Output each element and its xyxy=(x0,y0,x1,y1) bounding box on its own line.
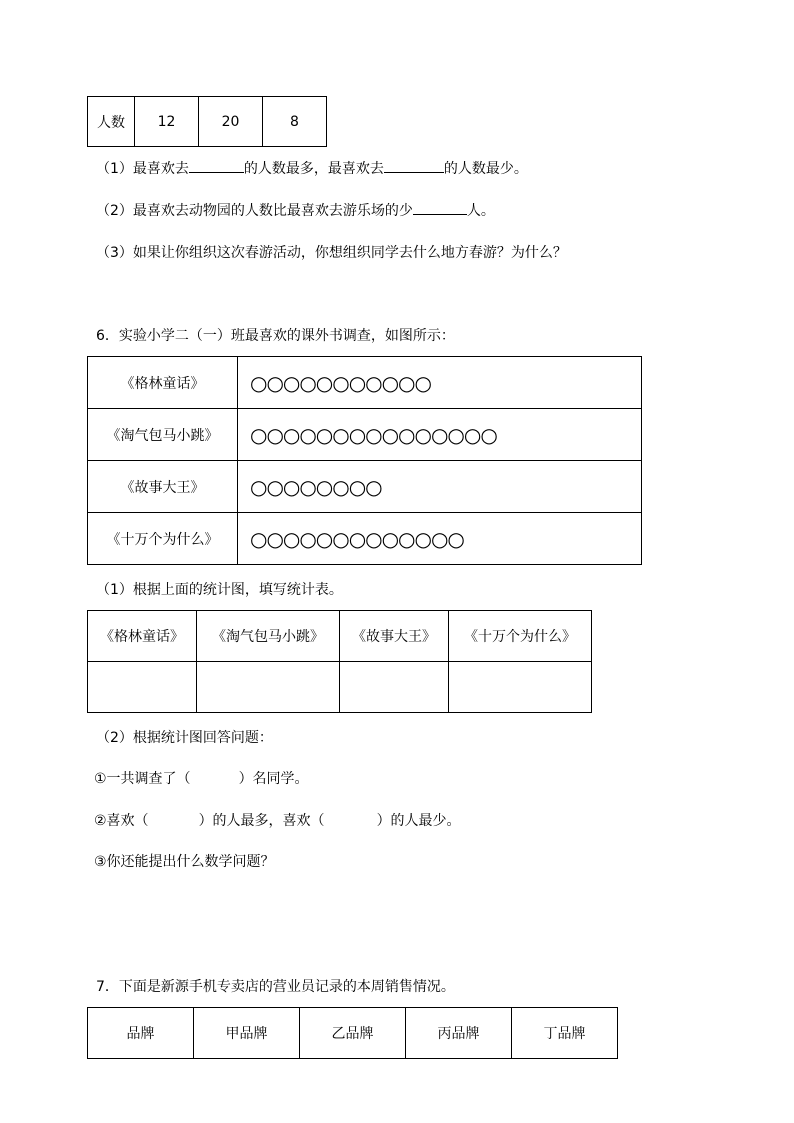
book-header: 《淘气包马小跳》 xyxy=(197,611,340,662)
book-label: 《故事大王》 xyxy=(88,461,238,513)
brand-header: 丙品牌 xyxy=(406,1008,512,1059)
blank-cell xyxy=(449,662,592,713)
q6-sub2: （2）根据统计图回答问题： xyxy=(96,730,273,746)
brand-header: 丁品牌 xyxy=(512,1008,618,1059)
blank-cell xyxy=(88,662,197,713)
q5-sub2: （2）最喜欢去动物园的人数比最喜欢去游乐场的少 人。 xyxy=(96,203,495,219)
answer-blank xyxy=(413,201,467,215)
sales-table xyxy=(87,1007,618,1059)
book-header: 《格林童话》 xyxy=(88,611,197,662)
q5-sub1: （1）最喜欢去 的人数最多，最喜欢去 的人数最少。 xyxy=(96,161,528,177)
answer-blank xyxy=(384,159,444,173)
brand-header: 甲品牌 xyxy=(194,1008,300,1059)
book-pictograph xyxy=(87,356,642,565)
book-header: 《故事大王》 xyxy=(340,611,449,662)
book-label: 《格林童话》 xyxy=(88,357,238,409)
book-label: 《淘气包马小跳》 xyxy=(88,409,238,461)
book-header: 《十万个为什么》 xyxy=(449,611,592,662)
q6-question-1: ①一共调查了（ ）名同学。 xyxy=(94,771,309,787)
count-cell: 8 xyxy=(263,97,327,147)
circle-row: ○○○○○○○○○○○ xyxy=(238,357,642,409)
book-stats-table xyxy=(87,610,592,713)
count-cell: 12 xyxy=(135,97,199,147)
count-cell: 20 xyxy=(199,97,263,147)
q6-title: 6．实验小学二（一）班最喜欢的课外书调查，如图所示： xyxy=(96,328,455,344)
q6-question-2: ②喜欢（ ）的人最多，喜欢（ ）的人最少。 xyxy=(94,813,461,829)
circle-row: ○○○○○○○○ xyxy=(238,461,642,513)
blank-cell xyxy=(197,662,340,713)
blank-cell xyxy=(340,662,449,713)
q6-question-3: ③你还能提出什么数学问题？ xyxy=(94,854,275,870)
q6-sub1: （1）根据上面的统计图，填写统计表。 xyxy=(96,582,343,598)
answer-blank xyxy=(189,159,244,173)
circle-row: ○○○○○○○○○○○○○ xyxy=(238,513,642,565)
circle-row: ○○○○○○○○○○○○○○○ xyxy=(238,409,642,461)
people-count-table xyxy=(87,96,327,147)
q5-sub3: （3）如果让你组织这次春游活动，你想组织同学去什么地方春游？为什么？ xyxy=(96,245,567,261)
book-label: 《十万个为什么》 xyxy=(88,513,238,565)
brand-header: 乙品牌 xyxy=(300,1008,406,1059)
q7-title: 7．下面是新源手机专卖店的营业员记录的本周销售情况。 xyxy=(96,979,455,995)
row-label: 人数 xyxy=(88,97,135,147)
brand-header: 品牌 xyxy=(88,1008,194,1059)
